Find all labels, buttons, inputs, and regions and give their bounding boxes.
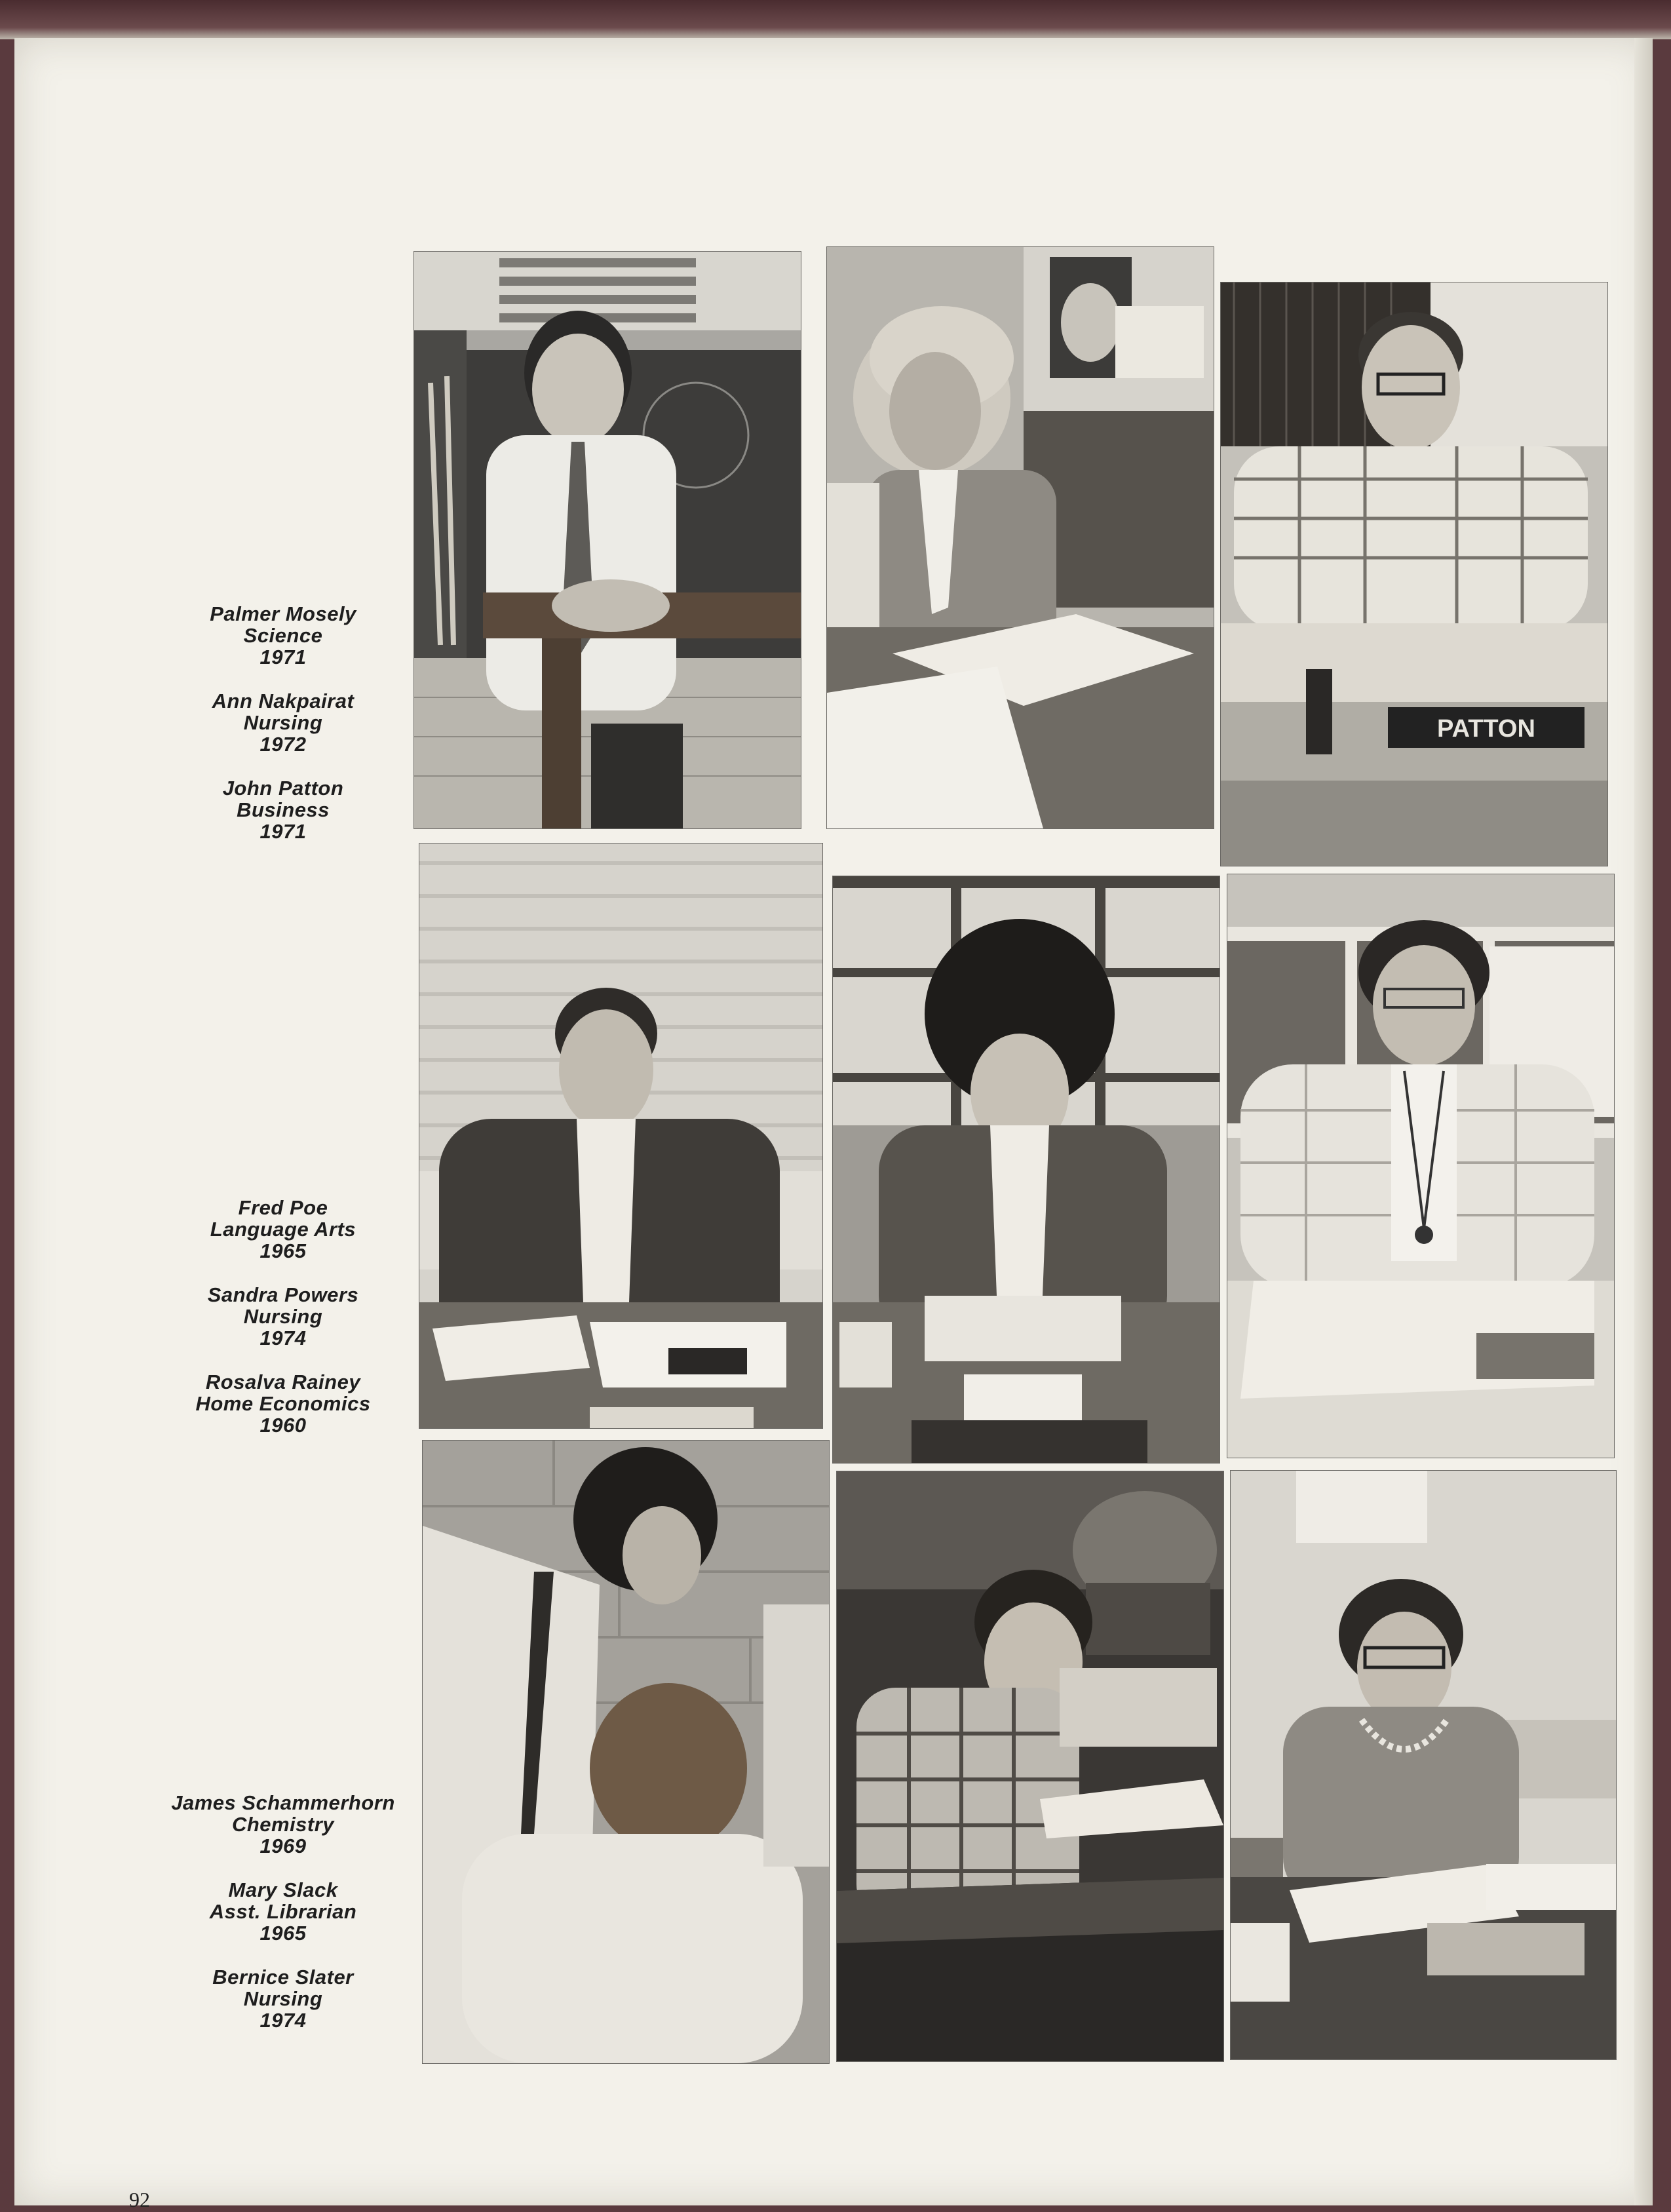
caption-name: James Schammerhorn: [171, 1791, 395, 1814]
yearbook-page: [14, 38, 1653, 2211]
caption-dept: Language Arts: [210, 1218, 356, 1241]
photo-james-schammerhorn: [422, 1440, 830, 2064]
caption-group-3: [139, 1792, 427, 2053]
caption-palmer-mosely: [139, 603, 427, 668]
caption-name: Palmer Mosely: [210, 602, 356, 625]
page-edge: [1634, 38, 1653, 2205]
caption-sandra-powers: [139, 1284, 427, 1349]
caption-john-patton: [139, 777, 427, 842]
caption-name: Bernice Slater: [212, 1966, 354, 1989]
caption-mary-slack: [139, 1879, 427, 1944]
caption-fred-poe: [139, 1197, 427, 1262]
caption-year: 1969: [259, 1834, 307, 1857]
caption-name: Mary Slack: [228, 1878, 338, 1901]
caption-name: Sandra Powers: [207, 1283, 359, 1306]
caption-dept: Nursing: [243, 1987, 323, 2010]
caption-year: 1971: [259, 646, 307, 669]
photo-rosalva-rainey: [1227, 874, 1615, 1458]
caption-year: 1972: [259, 733, 307, 756]
caption-group-2: [139, 1197, 427, 1458]
caption-dept: Chemistry: [231, 1813, 335, 1836]
caption-name: Rosalva Rainey: [205, 1370, 361, 1393]
caption-bernice-slater: [139, 1966, 427, 2031]
caption-dept: Nursing: [243, 1305, 323, 1328]
caption-ann-nakpairat: [139, 690, 427, 755]
caption-james-schammerhorn: [139, 1792, 427, 1857]
caption-dept: Nursing: [243, 711, 323, 734]
photo-mary-slack: [836, 1471, 1224, 2062]
caption-year: 1974: [259, 2009, 307, 2032]
caption-year: 1965: [259, 1239, 307, 1262]
photo-palmer-mosely: [413, 251, 801, 829]
caption-year: 1971: [259, 820, 307, 843]
caption-year: 1974: [259, 1327, 307, 1349]
caption-name: Fred Poe: [238, 1196, 328, 1219]
caption-year: 1965: [259, 1922, 307, 1945]
caption-year: 1960: [259, 1414, 307, 1437]
caption-dept: Home Economics: [195, 1392, 371, 1415]
caption-dept: Business: [237, 798, 330, 821]
photo-john-patton: [1220, 282, 1608, 866]
photo-sandra-powers: [832, 876, 1220, 1464]
photo-ann-nakpairat: [826, 246, 1214, 829]
photo-fred-poe: [419, 843, 823, 1429]
page-number: 92: [129, 2188, 150, 2211]
caption-name: John Patton: [222, 777, 344, 800]
caption-name: Ann Nakpairat: [212, 689, 355, 712]
caption-group-1: [139, 603, 427, 864]
nameplate-text: PATTON: [1437, 715, 1535, 743]
photo-bernice-slater: [1230, 1470, 1617, 2060]
caption-rosalva-rainey: [139, 1371, 427, 1436]
scan-edge: [0, 0, 1671, 39]
caption-dept: Asst. Librarian: [209, 1900, 357, 1923]
caption-dept: Science: [243, 624, 323, 647]
